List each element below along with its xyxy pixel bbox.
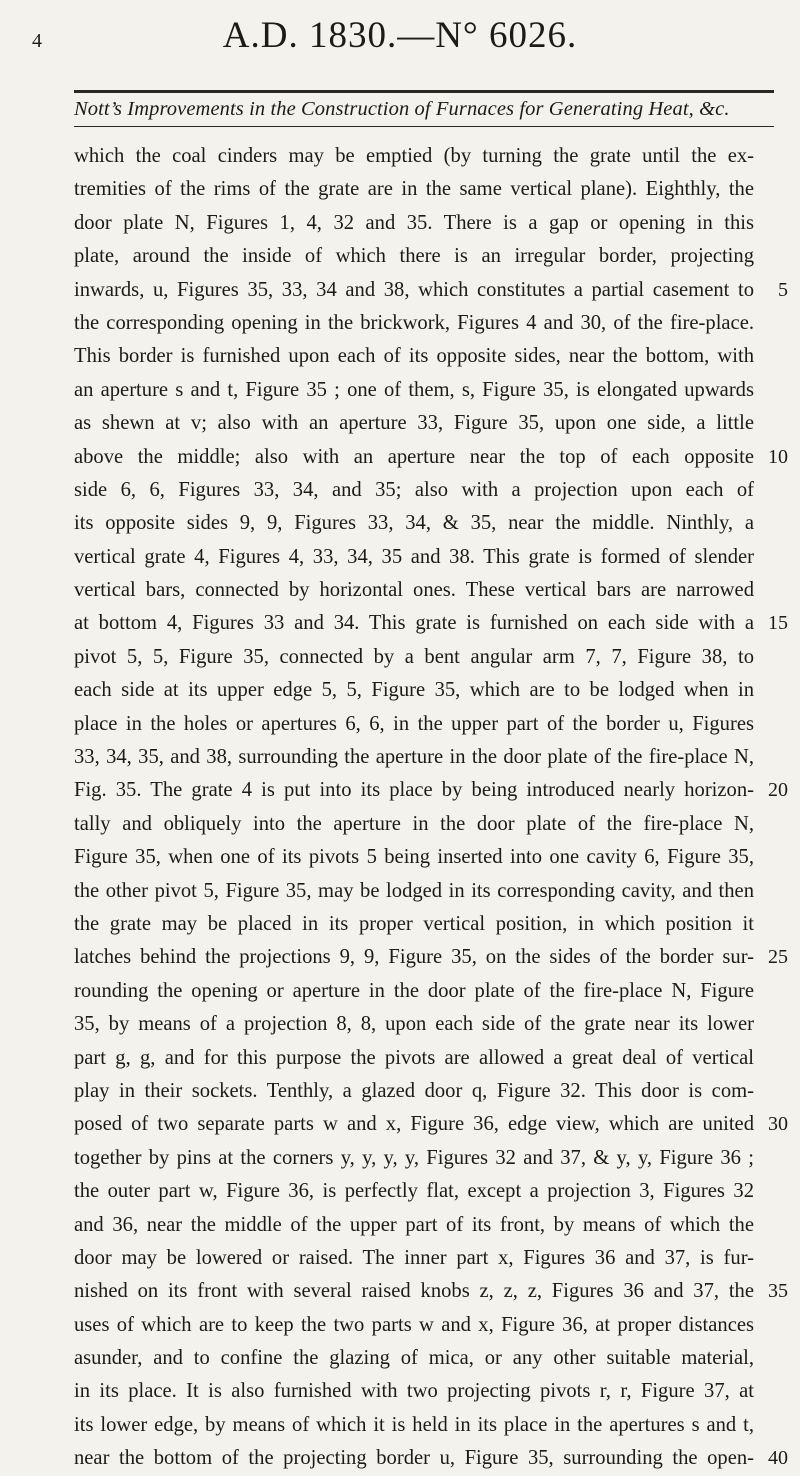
line-text: 35, by means of a projection 8, 8, upon each side of the grate near its lower — [74, 1013, 754, 1036]
line-text: vertical bars, connected by horizontal ones. These vertical bars are narrowed — [74, 579, 754, 602]
line-text: near the bottom of the projecting border u, Figure 35, surrounding the open- — [74, 1447, 754, 1470]
text-line — [74, 1375, 788, 1408]
running-title: Nott’s Improvements in the Construction of Furnaces for Generating Heat, &c. — [74, 98, 730, 120]
line-text: the corresponding opening in the brickwork, Figures 4 and 30, of the fire-place. — [74, 311, 754, 334]
text-line — [74, 173, 788, 206]
line-text: vertical grate 4, Figures 4, 33, 34, 35 and 38. This grate is formed of slender — [74, 545, 754, 568]
line-text: above the middle; also with an aperture near the top of each opposite — [74, 445, 754, 468]
text-line — [74, 1175, 788, 1208]
margin-line-number: 20 — [768, 779, 788, 802]
text-line — [74, 274, 788, 307]
text-line — [74, 708, 788, 741]
page-number: 4 — [32, 30, 42, 52]
margin-line-number: 30 — [768, 1113, 788, 1136]
text-line — [74, 1409, 788, 1442]
text-line — [74, 1242, 788, 1275]
line-text: door may be lowered or raised. The inner part x, Figures 36 and 37, is fur- — [74, 1246, 754, 1269]
text-line — [74, 641, 788, 674]
margin-line-number: 40 — [768, 1447, 788, 1470]
text-line — [74, 741, 788, 774]
text-line — [74, 340, 788, 373]
line-text: at bottom 4, Figures 33 and 34. This grate is furnished on each side with a — [74, 612, 754, 635]
line-text: each side at its upper edge 5, 5, Figure 35, which are to be lodged when in — [74, 679, 754, 702]
line-text: rounding the opening or aperture in the door plate of the fire-place N, Figure — [74, 979, 754, 1002]
line-text: uses of which are to keep the two parts w and x, Figure 36, at proper distances — [74, 1313, 754, 1336]
line-text: an aperture s and t, Figure 35 ; one of them, s, Figure 35, is elongated upwards — [74, 378, 754, 401]
line-text: place in the holes or apertures 6, 6, in the upper part of the border u, Figures — [74, 712, 754, 735]
text-line — [74, 1042, 788, 1075]
margin-line-number: 5 — [778, 278, 788, 301]
header-rule — [74, 90, 774, 93]
line-text: play in their sockets. Tenthly, a glazed door q, Figure 32. This door is com- — [74, 1079, 754, 1102]
text-line — [74, 1342, 788, 1375]
text-line — [74, 407, 788, 440]
text-line — [74, 841, 788, 874]
text-line — [74, 674, 788, 707]
line-text: latches behind the projections 9, 9, Figure 35, on the sides of the border sur- — [74, 946, 754, 969]
text-line — [74, 207, 788, 240]
text-line — [74, 374, 788, 407]
line-text: and 36, near the middle of the upper part of its front, by means of which the — [74, 1213, 754, 1236]
text-line — [74, 507, 788, 540]
running-title-rule — [74, 126, 774, 127]
line-text: part g, g, and for this purpose the pivots are allowed a great deal of vertical — [74, 1046, 754, 1069]
margin-line-number: 15 — [768, 612, 788, 635]
text-line — [74, 541, 788, 574]
text-line — [74, 474, 788, 507]
line-text: door plate N, Figures 1, 4, 32 and 35. There is a gap or opening in this — [74, 211, 754, 234]
text-line — [74, 307, 788, 340]
line-text: tally and obliquely into the aperture in the door plate of the fire-place N, — [74, 812, 754, 835]
text-line — [74, 240, 788, 273]
line-text: nished on its front with several raised knobs z, z, z, Figures 36 and 37, the — [74, 1280, 754, 1303]
text-line — [74, 1209, 788, 1242]
text-line — [74, 941, 788, 974]
text-line — [74, 574, 788, 607]
line-text: in its place. It is also furnished with two projecting pivots r, r, Figure 37, at — [74, 1380, 754, 1403]
line-text: plate, around the inside of which there is an irregular border, projecting — [74, 245, 754, 268]
text-line — [74, 875, 788, 908]
text-line — [74, 607, 788, 640]
line-text: Fig. 35. The grate 4 is put into its place by being introduced nearly horizon- — [74, 779, 754, 802]
text-line — [74, 908, 788, 941]
line-text: which the coal cinders may be emptied (by turning the grate until the ex- — [74, 145, 754, 167]
margin-line-number: 10 — [768, 445, 788, 468]
line-text: together by pins at the corners y, y, y, y, Figures 32 and 37, & y, y, Figure 36 ; — [74, 1146, 754, 1169]
text-line — [74, 1008, 788, 1041]
text-line — [74, 1442, 788, 1475]
text-line — [74, 1108, 788, 1141]
line-text: asunder, and to confine the glazing of mica, or any other suitable material, — [74, 1347, 754, 1370]
text-line — [74, 808, 788, 841]
line-text: its opposite sides 9, 9, Figures 33, 34, & 35, near the middle. Ninthly, a — [74, 512, 754, 535]
text-line — [74, 975, 788, 1008]
line-text: posed of two separate parts w and x, Figure 36, edge view, which are united — [74, 1113, 754, 1136]
line-text: the other pivot 5, Figure 35, may be lodged in its corresponding cavity, and then — [74, 879, 754, 902]
line-text: the grate may be placed in its proper vertical position, in which position it — [74, 912, 754, 935]
text-line — [74, 140, 788, 173]
margin-line-number: 35 — [768, 1280, 788, 1303]
text-line — [74, 1075, 788, 1108]
text-line — [74, 1275, 788, 1308]
text-line — [74, 1142, 788, 1175]
line-text: pivot 5, 5, Figure 35, connected by a bent angular arm 7, 7, Figure 38, to — [74, 645, 754, 668]
line-text: side 6, 6, Figures 33, 34, and 35; also with a projection upon each of — [74, 478, 754, 501]
line-text: Figure 35, when one of its pivots 5 being inserted into one cavity 6, Figure 35, — [74, 846, 754, 869]
text-line — [74, 774, 788, 807]
line-text: the outer part w, Figure 36, is perfectly flat, except a projection 3, Figures 32 — [74, 1180, 754, 1203]
line-text: tremities of the rims of the grate are in the same vertical plane). Eighthly, the — [74, 178, 754, 201]
page-header-title: A.D. 1830.—N° 6026. — [222, 15, 578, 56]
line-text: as shewn at v; also with an aperture 33, Figure 35, upon one side, a little — [74, 412, 754, 435]
line-text: inwards, u, Figures 35, 33, 34 and 38, which constitutes a partial casement to — [74, 278, 754, 301]
text-line — [74, 1309, 788, 1342]
line-text: This border is furnished upon each of its opposite sides, near the bottom, with — [74, 345, 754, 368]
text-line — [74, 441, 788, 474]
line-text: its lower edge, by means of which it is held in its place in the apertures s and t, — [74, 1413, 754, 1436]
line-text: 33, 34, 35, and 38, surrounding the aperture in the door plate of the fire-place N, — [74, 746, 754, 769]
body-text — [74, 140, 788, 1476]
margin-line-number: 25 — [768, 946, 788, 969]
